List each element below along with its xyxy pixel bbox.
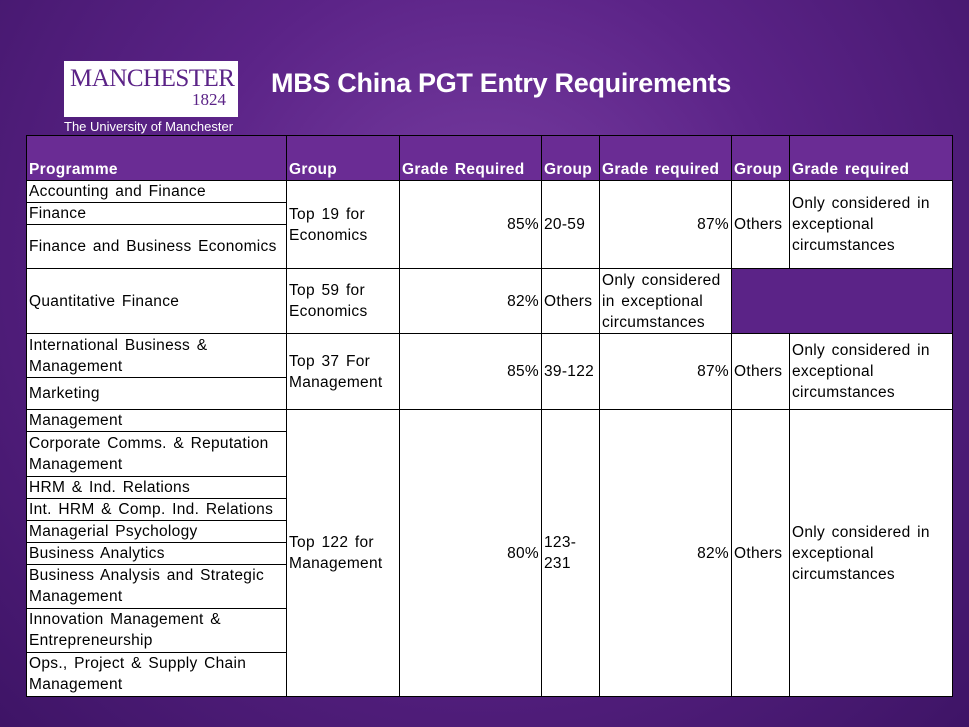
table-row — [27, 334, 953, 378]
entry-requirements-table — [26, 135, 953, 697]
logo-wordmark: MANCHESTER — [70, 65, 235, 92]
programme-cell: Finance and Business Economics — [27, 225, 287, 269]
group-1-cell: Top 37 For Management — [287, 334, 400, 410]
group-1-cell: Top 19 for Economics — [287, 181, 400, 269]
grade-3-cell: Only considered in exceptional circumstances — [790, 181, 953, 269]
programme-cell: International Business & Management — [27, 334, 287, 378]
programme-cell: Marketing — [27, 378, 287, 410]
grade-1-cell: 82% — [400, 269, 542, 334]
group-3-cell: Others — [732, 334, 790, 410]
programme-cell: Int. HRM & Comp. Ind. Relations — [27, 498, 287, 520]
programme-cell: HRM & Ind. Relations — [27, 476, 287, 498]
grade-2-cell: 87% — [600, 181, 732, 269]
programme-cell: Managerial Psychology — [27, 520, 287, 542]
programme-cell: Innovation Management & Entrepreneurship — [27, 608, 287, 652]
university-logo — [64, 61, 238, 117]
grade-2-cell: 87% — [600, 334, 732, 410]
programme-cell: Quantitative Finance — [27, 269, 287, 334]
group-1-cell: Top 122 for Management — [287, 410, 400, 697]
grade-2-cell: Only considered in exceptional circumstances — [600, 269, 732, 334]
grade-3-cell: Only considered in exceptional circumstances — [790, 410, 953, 697]
logo-subtitle: The University of Manchester — [64, 119, 234, 134]
table-header-row — [27, 136, 953, 181]
table-row — [27, 181, 953, 203]
programme-cell: Corporate Comms. & Reputation Management — [27, 432, 287, 476]
programme-cell: Business Analysis and Strategic Management — [27, 564, 287, 608]
header-group-3: Group — [732, 136, 790, 181]
group-2-cell: 39-122 — [542, 334, 600, 410]
group-3-cell: Others — [732, 181, 790, 269]
page-title: MBS China PGT Entry Requirements — [271, 68, 731, 98]
grade-1-cell: 80% — [400, 410, 542, 697]
programme-cell: Management — [27, 410, 287, 432]
logo-year: 1824 — [192, 90, 226, 109]
grade-1-cell: 85% — [400, 181, 542, 269]
grade-2-cell: 82% — [600, 410, 732, 697]
grade-3-cell: Only considered in exceptional circumstances — [790, 334, 953, 410]
header-grade-3: Grade required — [790, 136, 953, 181]
table-row — [27, 410, 953, 432]
grade-1-cell: 85% — [400, 334, 542, 410]
group-2-cell: Others — [542, 269, 600, 334]
header-group-1: Group — [287, 136, 400, 181]
group-2-cell: 20-59 — [542, 181, 600, 269]
group-3-cell: Others — [732, 410, 790, 697]
header-group-2: Group — [542, 136, 600, 181]
empty-cell — [732, 269, 953, 334]
programme-cell: Accounting and Finance — [27, 181, 287, 203]
header-programme: Programme — [27, 136, 287, 181]
group-1-cell: Top 59 for Economics — [287, 269, 400, 334]
group-2-cell: 123-231 — [542, 410, 600, 697]
header-grade-1: Grade Required — [400, 136, 542, 181]
programme-cell: Finance — [27, 203, 287, 225]
programme-cell: Ops., Project & Supply Chain Management — [27, 652, 287, 696]
table-row — [27, 269, 953, 334]
programme-cell: Business Analytics — [27, 542, 287, 564]
header-grade-2: Grade required — [600, 136, 732, 181]
